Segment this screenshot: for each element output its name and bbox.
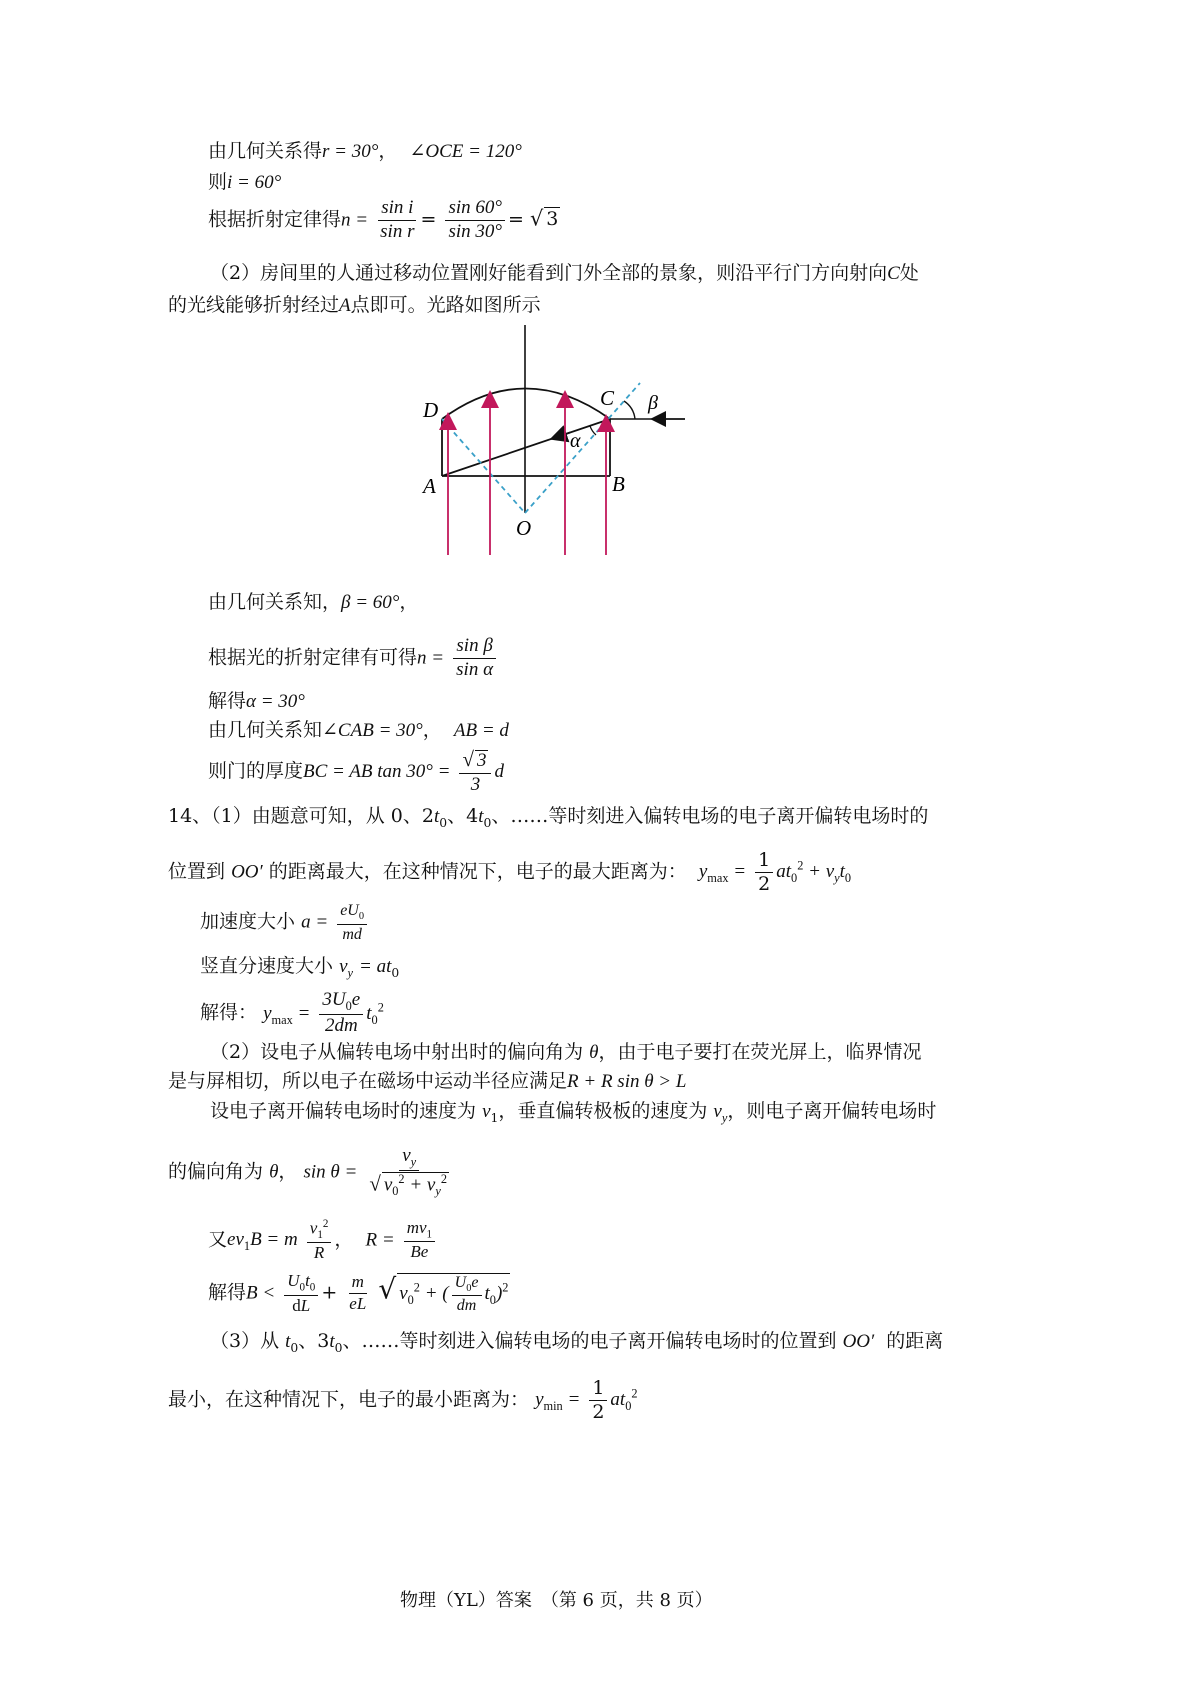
formula-beta: β = 60°: [341, 592, 400, 613]
t0: t: [285, 1331, 291, 1352]
sqrt-3: 3: [546, 208, 559, 231]
sep: ，: [378, 140, 398, 162]
den: 3: [470, 773, 481, 795]
t0: t: [478, 806, 484, 827]
text: 、……等时刻进入偏转电场的电子离开偏转电场时的位置到: [342, 1330, 837, 1352]
v1: v: [482, 1101, 491, 1122]
formula-cab: ∠CAB = 30°: [322, 720, 423, 741]
line-vy: 竖直分速度大小 $v_y = at_0$: [200, 955, 400, 980]
t0: t: [329, 1331, 335, 1352]
page-footer: 物理（YL）答案 （第 6 页，共 8 页）: [400, 1590, 713, 1611]
line-alpha: [208, 690, 305, 714]
theta: θ: [589, 1042, 599, 1063]
text: 是与屏相切，所以电子在磁场中运动半径应满足: [168, 1070, 568, 1092]
text: 竖直分速度大小: [200, 955, 334, 977]
q14-line2: 位置到 OO′ 的距离最大，在这种情况下，电子的最大距离为： $y_{max}$ = $\frac{1}{2}$ $at_0^2 + v_yt_0$: [168, 849, 852, 895]
p2-line2: [168, 1070, 686, 1094]
text: 解得: [208, 1281, 247, 1304]
var-d: d: [494, 760, 504, 782]
text: 、3: [298, 1330, 330, 1352]
text: 解得: [208, 690, 247, 712]
formula-i: i = 60°: [227, 172, 282, 193]
text: 、……等时刻进入偏转电场的电子离开偏转电场时的: [491, 805, 929, 827]
line-then-i: [208, 171, 281, 195]
a-eq: a =: [301, 911, 329, 933]
label-o: O: [516, 516, 532, 540]
paragraph-2-line2: [168, 294, 541, 318]
y: y: [535, 1389, 544, 1411]
text: 的光线能够折射经过: [168, 294, 340, 316]
text: 由几何关系得: [208, 140, 323, 162]
den: sin 30°: [448, 220, 502, 242]
line-beta: [208, 591, 418, 615]
sep: ，: [399, 591, 419, 613]
sep: ，: [278, 1160, 298, 1183]
text: ，则电子离开偏转电场时: [727, 1100, 937, 1122]
y: y: [698, 861, 708, 883]
formula-r: r = 30°: [322, 141, 379, 162]
text: 解得：: [200, 1001, 258, 1024]
den: md: [342, 925, 362, 943]
text: 的距离最大，在这种情况下，电子的最大距离为：: [268, 860, 687, 883]
line-ymax-solution: 解得： $y_{max}$ = $\frac{3U_0e}{2dm}$ $t_0^2$: [200, 989, 384, 1037]
point-c: C: [887, 263, 900, 284]
text: 处: [899, 262, 919, 284]
vy: v: [713, 1101, 722, 1122]
num: sin i: [378, 198, 416, 221]
refracted-arrow-icon: [558, 433, 570, 437]
beta-angle-arc: [624, 401, 635, 419]
num: sin 60°: [445, 198, 505, 221]
text: 的距离: [886, 1330, 944, 1352]
dashed-do: [442, 419, 525, 513]
q14-line1: 14、（1）由题意可知，从 0、$2t_0$、$4t_0$、……等时刻进入偏转电场的电子离开偏转电场时的: [168, 805, 929, 830]
text: 加速度大小: [200, 910, 296, 933]
line-cab: [208, 719, 509, 743]
text: （3）从: [210, 1330, 280, 1352]
p3-line1: （3）从 $t_0$、$3t_0$、……等时刻进入偏转电场的电子离开偏转电场时的位置到 OO′ 的距离: [210, 1330, 944, 1355]
line-refraction-n: [208, 636, 499, 681]
sep: ，: [334, 1228, 354, 1251]
label-a: A: [423, 474, 436, 498]
text: 则: [208, 171, 228, 193]
line-thickness: 则门的厚度BC = AB tan 30° = $\frac{√ 3}{3}$ d: [208, 747, 504, 795]
t0: t: [433, 806, 440, 827]
text: 位置到: [168, 860, 226, 883]
label-d: D: [423, 398, 439, 422]
point-a: A: [339, 295, 351, 316]
num: sin β: [453, 636, 495, 659]
radius-condition: R + R sin θ > L: [567, 1071, 687, 1092]
text: 由几何关系知，: [208, 591, 342, 613]
formula-ab: AB = d: [453, 720, 509, 741]
p2-line1: [210, 1041, 922, 1065]
text: 又: [208, 1228, 228, 1251]
vy-eq: = at: [359, 956, 392, 977]
light-path-diagram: [423, 325, 700, 560]
p2-line4: 的偏向角为 θ， sin θ = $\frac{v_y}{√ v_0^2 + v_y^2}$: [168, 1145, 448, 1199]
sep: ，: [422, 719, 442, 741]
sqrt: 3: [476, 750, 487, 771]
label-b: B: [612, 472, 625, 496]
line-geometry-1: [208, 140, 522, 164]
text: 根据光的折射定律有可得: [208, 646, 418, 669]
n-eq: n =: [341, 209, 369, 231]
arc-dc: [442, 389, 610, 420]
line-acceleration: 加速度大小 a = $\frac{eU_0}{md}$: [200, 902, 370, 943]
sub-max: max: [707, 871, 729, 886]
theta: θ: [269, 1161, 279, 1183]
text: （2）房间里的人通过移动位置刚好能看到门外全部的景象，则沿平行门方向射向: [210, 262, 888, 284]
formula-oce: ∠OCE = 120°: [409, 141, 522, 162]
sub-min: min: [543, 1399, 563, 1414]
p2-line3: 设电子离开偏转电场时的速度为 $v_1$，垂直偏转极板的速度为 $v_y$，则电子离开偏转电场时: [210, 1100, 937, 1125]
text: 点即可。光路如图所示: [350, 294, 541, 316]
den: sin r: [380, 220, 415, 242]
line-b-solution: 解得B < $\frac{U_0t_0}{dL}$ + $\frac{m}{eL}$ √ $v_0^2$ + ( $\frac{U_0e}{dm}$ $t_0)^2$: [208, 1271, 509, 1315]
label-alpha: α: [570, 430, 581, 452]
text: 根据折射定律得: [208, 208, 342, 231]
sin-theta-eq: sin θ =: [303, 1161, 358, 1183]
den: sin α: [456, 658, 494, 680]
oo-prime: OO′: [842, 1331, 875, 1352]
line-refraction-law: 根据折射定律得n = $\frac{\text{sin i}}{\text{sin r}}$ = $\frac{\sin 60^\circ}{\sin 30^\circ}$ = √ 3: [208, 197, 559, 242]
text: 14、（1）由题意可知，从 0、2: [168, 805, 434, 827]
text: （2）设电子从偏转电场中射出时的偏向角为: [210, 1041, 584, 1063]
text: ，垂直偏转极板的速度为: [498, 1100, 708, 1122]
text: 、4: [447, 805, 479, 827]
text: 设电子离开偏转电场时的速度为: [210, 1100, 477, 1122]
formula-bc: BC = AB tan 30° =: [303, 760, 451, 782]
text: ，由于电子要打在荧光屏上，临界情况: [598, 1041, 922, 1063]
p3-line2: 最小，在这种情况下，电子的最小距离为： $y_{min}$ = $\frac{1}{2}$ $at_0^2$: [168, 1377, 638, 1423]
text: 由几何关系知: [208, 719, 323, 741]
text: 的偏向角为: [168, 1160, 264, 1183]
label-beta: β: [648, 392, 658, 414]
oo-prime: OO′: [231, 861, 263, 883]
text: 最小，在这种情况下，电子的最小距离为：: [168, 1388, 530, 1411]
paragraph-2-line1: [210, 262, 919, 286]
text: 则门的厚度: [208, 759, 304, 782]
n-eq: n =: [417, 647, 445, 669]
formula-alpha: α = 30°: [246, 691, 305, 712]
label-c: C: [600, 386, 615, 410]
line-lorentz: 又$ev_1B = m$ $\frac{v_1^2}{R}$ ， R = $\frac{mv_1}{Be}$: [208, 1218, 438, 1263]
num: eU: [340, 902, 359, 919]
alpha-angle-arc: [590, 426, 596, 435]
